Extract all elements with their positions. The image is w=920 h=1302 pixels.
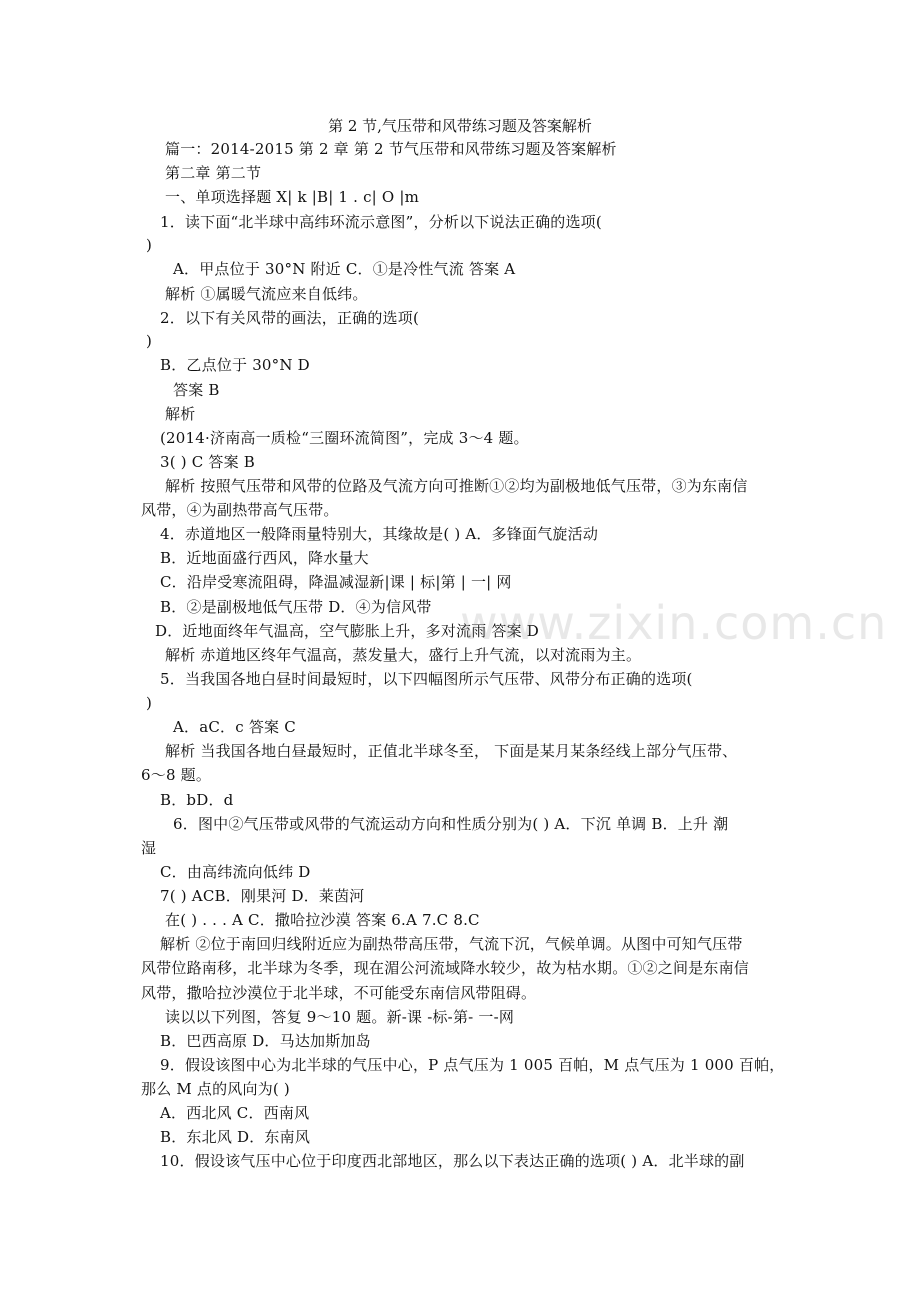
text-line: 5．当我国各地白昼时间最短时，以下四幅图所示气压带、风带分布正确的选项( bbox=[160, 670, 693, 688]
text-line: 风带，④为副热带高气压带。 bbox=[141, 501, 339, 519]
text-line: 3( ) C 答案 B bbox=[160, 453, 256, 471]
text-line: 湿 bbox=[141, 839, 157, 857]
text-line: A．aC．c 答案 C bbox=[173, 718, 296, 736]
text-line: 答案 B bbox=[173, 381, 220, 399]
text-line: 解析 bbox=[165, 405, 196, 423]
text-line: ) bbox=[146, 332, 153, 350]
text-line: 第二章 第二节 bbox=[165, 164, 262, 182]
text-line: 6～8 题。 bbox=[141, 766, 212, 784]
text-line: B．东北风 D．东南风 bbox=[160, 1128, 311, 1146]
text-line: 解析 ①属暖气流应来自低纬。 bbox=[165, 285, 368, 303]
text-line: 7( ) ACB．刚果河 D．莱茵河 bbox=[160, 887, 365, 905]
text-line: A．甲点位于 30°N 附近 C．①是冷性气流 答案 A bbox=[173, 260, 516, 278]
text-line: B．巴西高原 D．马达加斯加岛 bbox=[160, 1032, 371, 1050]
text-line: D．近地面终年气温高，空气膨胀上升，多对流雨 答案 D bbox=[155, 622, 539, 640]
text-line: 读以以下列图，答复 9～10 题。新-课 -标-第- 一-网 bbox=[165, 1008, 515, 1026]
text-line: 9．假设该图中心为北半球的气压中心，P 点气压为 1 005 百帕，M 点气压为 1 000 百帕， bbox=[160, 1056, 785, 1074]
watermark: www.zixin.com.cn bbox=[460, 596, 888, 650]
text-line: C．由高纬流向低纬 D bbox=[160, 863, 311, 881]
text-line: 风带，撒哈拉沙漠位于北半球，不可能受东南信风带阻碍。 bbox=[141, 984, 537, 1002]
text-line: ) bbox=[146, 236, 153, 254]
text-line: 风带位路南移，北半球为冬季，现在湄公河流域降水较少，故为枯水期。①②之间是东南信 bbox=[141, 959, 750, 977]
text-line: 解析 按照气压带和风带的位路及气流方向可推断①②均为副极地低气压带，③为东南信 bbox=[165, 477, 748, 495]
text-line: 6．图中②气压带或风带的气流运动方向和性质分别为( ) A．下沉 单调 B．上升 潮 bbox=[173, 815, 729, 833]
text-line: B．近地面盛行西风，降水量大 bbox=[160, 549, 369, 567]
text-line: 一、单项选择题 X| k |B| 1 . c| O |m bbox=[165, 188, 420, 206]
text-line: ) bbox=[146, 694, 153, 712]
text-line: (2014·济南高一质检“三圈环流简图”，完成 3～4 题。 bbox=[160, 429, 529, 447]
text-line: 解析 赤道地区终年气温高，蒸发量大，盛行上升气流，以对流雨为主。 bbox=[165, 646, 642, 664]
text-line: 那么 M 点的风向为( ) bbox=[141, 1080, 290, 1098]
text-line: 4．赤道地区一般降雨量特别大，其缘故是( ) A．多锋面气旋活动 bbox=[160, 525, 599, 543]
text-line: 2．以下有关风带的画法，正确的选项( bbox=[160, 309, 419, 327]
text-line: 在( ) . . . A C．撒哈拉沙漠 答案 6.A 7.C 8.C bbox=[165, 911, 480, 929]
text-line: B．乙点位于 30°N D bbox=[160, 356, 310, 374]
text-line: 1．读下面“北半球中高纬环流示意图”，分析以下说法正确的选项( bbox=[160, 213, 602, 231]
text-line: 篇一：2014-2015 第 2 章 第 2 节气压带和风带练习题及答案解析 bbox=[165, 140, 617, 158]
text-line: C．沿岸受寒流阻碍，降温减湿新|课 | 标|第 | 一| 网 bbox=[160, 573, 512, 591]
text-line: 解析 ②位于南回归线附近应为副热带高压带，气流下沉，气候单调。从图中可知气压带 bbox=[160, 935, 743, 953]
text-line: B．bD．d bbox=[160, 791, 234, 809]
document-title: 第 2 节,气压带和风带练习题及答案解析 bbox=[328, 117, 592, 135]
text-line: A．西北风 C．西南风 bbox=[160, 1104, 310, 1122]
text-line: 解析 当我国各地白昼最短时，正值北半球冬至， 下面是某月某条经线上部分气压带、 bbox=[165, 742, 738, 760]
text-line: B．②是副极地低气压带 D．④为信风带 bbox=[160, 598, 432, 616]
text-line: 10．假设该气压中心位于印度西北部地区，那么以下表达正确的选项( ) A．北半球的副 bbox=[160, 1152, 745, 1170]
